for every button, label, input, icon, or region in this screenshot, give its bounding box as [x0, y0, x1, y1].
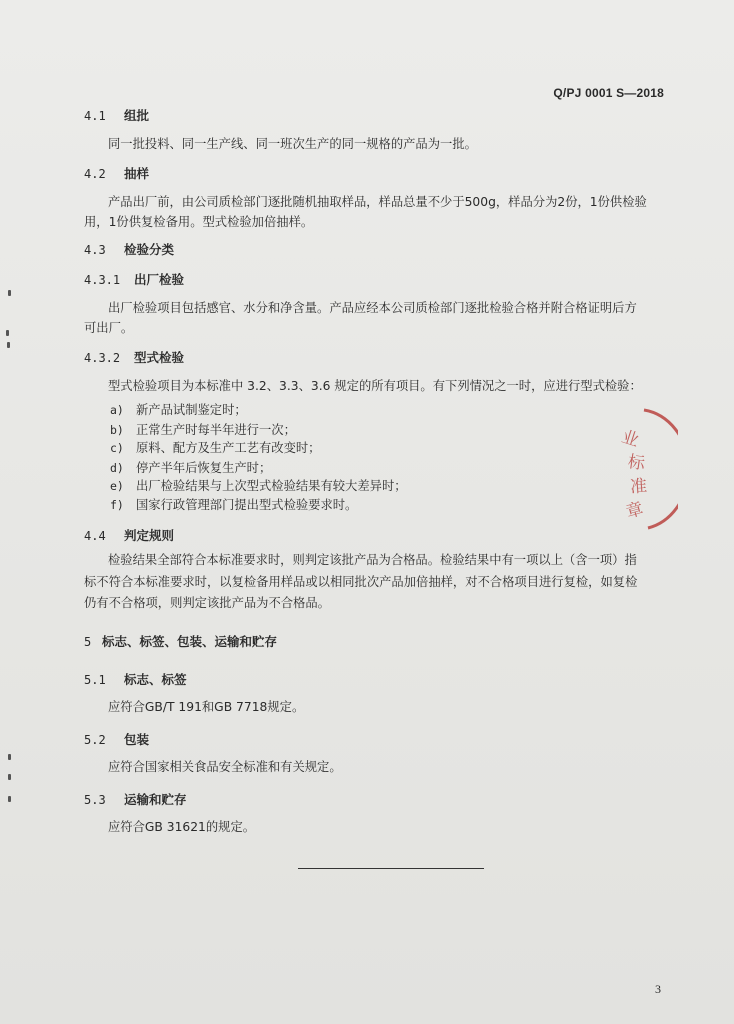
paragraph-4-4-line2: 标不符合本标准要求时，以复检备用样品或以相同批次产品加倍抽样，对不合格项目进行复检，如复检	[84, 575, 638, 589]
paragraph-4-4-line1: 检验结果全部符合本标准要求时，则判定该批产品为合格品。检验结果中有一项以上（含一项）指	[108, 553, 637, 567]
list-item-text: 国家行政管理部门提出型式检验要求时。	[136, 498, 358, 512]
heading-title: 型式检验	[134, 350, 185, 365]
heading-number: 4.4	[84, 529, 106, 543]
list-item-label: e)	[110, 479, 124, 493]
standard-number: Q/PJ 0001 S—2018	[553, 86, 664, 100]
heading-number: 4.2	[84, 167, 106, 181]
list-item-text: 新产品试制鉴定时；	[136, 403, 247, 417]
paragraph-4-3-1-line2: 可出厂。	[84, 321, 134, 335]
heading-title: 抽样	[124, 166, 150, 181]
scan-mark	[8, 796, 11, 802]
scan-mark	[7, 342, 10, 348]
list-item-text: 原料、配方及生产工艺有改变时；	[136, 441, 321, 455]
scan-mark	[8, 774, 11, 780]
list-item-label: c)	[110, 441, 124, 455]
list-item-text: 停产半年后恢复生产时；	[136, 461, 272, 475]
heading-number: 5	[84, 635, 92, 649]
heading-4-3-2	[84, 348, 184, 366]
heading-number: 4.3	[84, 243, 106, 257]
heading-title: 运输和贮存	[124, 792, 187, 807]
paragraph-5-1: 应符合GB/T 191和GB 7718规定。	[108, 700, 305, 714]
heading-title: 包装	[124, 732, 150, 747]
list-item	[110, 495, 357, 513]
paragraph-4-3-1-line1: 出厂检验项目包括感官、水分和净含量。产品应经本公司质检部门逐批检验合格并附合格证明后方	[108, 301, 637, 315]
heading-5-1	[84, 670, 187, 688]
list-item-text: 正常生产时每半年进行一次；	[136, 423, 296, 437]
heading-4-1	[84, 106, 149, 124]
heading-5-2	[84, 730, 149, 748]
heading-4-4	[84, 526, 174, 544]
list-item	[110, 420, 296, 438]
heading-4-3	[84, 240, 174, 258]
heading-number: 4.3.1	[84, 273, 121, 287]
page-number: 3	[655, 982, 661, 996]
heading-number: 4.3.2	[84, 351, 121, 365]
list-item	[110, 476, 407, 494]
heading-number: 5.2	[84, 733, 106, 747]
list-item	[110, 438, 320, 456]
scan-mark	[6, 330, 9, 336]
heading-title: 出厂检验	[134, 272, 185, 287]
svg-text:业: 业	[618, 426, 642, 452]
end-rule	[298, 868, 484, 869]
paragraph-4-3-2-intro: 型式检验项目为本标准中 3.2、3.3、3.6 规定的所有项目。有下列情况之一时，应进行型式检验：	[108, 379, 642, 393]
svg-text:标: 标	[626, 451, 647, 475]
svg-text:准: 准	[629, 476, 648, 498]
paragraph-5-3: 应符合GB 31621的规定。	[108, 820, 256, 834]
heading-4-2	[84, 164, 149, 182]
heading-title: 检验分类	[124, 242, 175, 257]
company-seal	[608, 404, 678, 534]
scan-mark	[8, 754, 11, 760]
paragraph-4-4-line3: 仍有不合格项，则判定该批产品为不合格品。	[84, 596, 330, 610]
heading-title: 组批	[124, 108, 150, 123]
heading-number: 5.1	[84, 673, 106, 687]
heading-5	[84, 632, 277, 650]
list-item	[110, 400, 247, 418]
paragraph-5-2: 应符合国家相关食品安全标准和有关规定。	[108, 760, 342, 774]
heading-number: 5.3	[84, 793, 106, 807]
paragraph-4-2-line1: 产品出厂前，由公司质检部门逐批随机抽取样品，样品总量不少于500g，样品分为2份，1份供检验	[108, 195, 647, 209]
list-item-label: a)	[110, 403, 124, 417]
list-item	[110, 458, 271, 476]
list-item-text: 出厂检验结果与上次型式检验结果有较大差异时；	[136, 479, 407, 493]
heading-number: 4.1	[84, 109, 106, 123]
heading-4-3-1	[84, 270, 184, 288]
paragraph-4-1: 同一批投料、同一生产线、同一班次生产的同一规格的产品为一批。	[108, 137, 477, 151]
heading-title: 标志、标签、包装、运输和贮存	[102, 634, 278, 649]
svg-text:章: 章	[623, 498, 646, 523]
paragraph-4-2-line2: 用，1份供复检备用。型式检验加倍抽样。	[84, 215, 314, 229]
heading-title: 判定规则	[124, 528, 175, 543]
heading-5-3	[84, 790, 187, 808]
list-item-label: b)	[110, 423, 124, 437]
scan-mark	[8, 290, 11, 296]
list-item-label: d)	[110, 461, 124, 475]
heading-title: 标志、标签	[124, 672, 187, 687]
list-item-label: f)	[110, 498, 124, 512]
